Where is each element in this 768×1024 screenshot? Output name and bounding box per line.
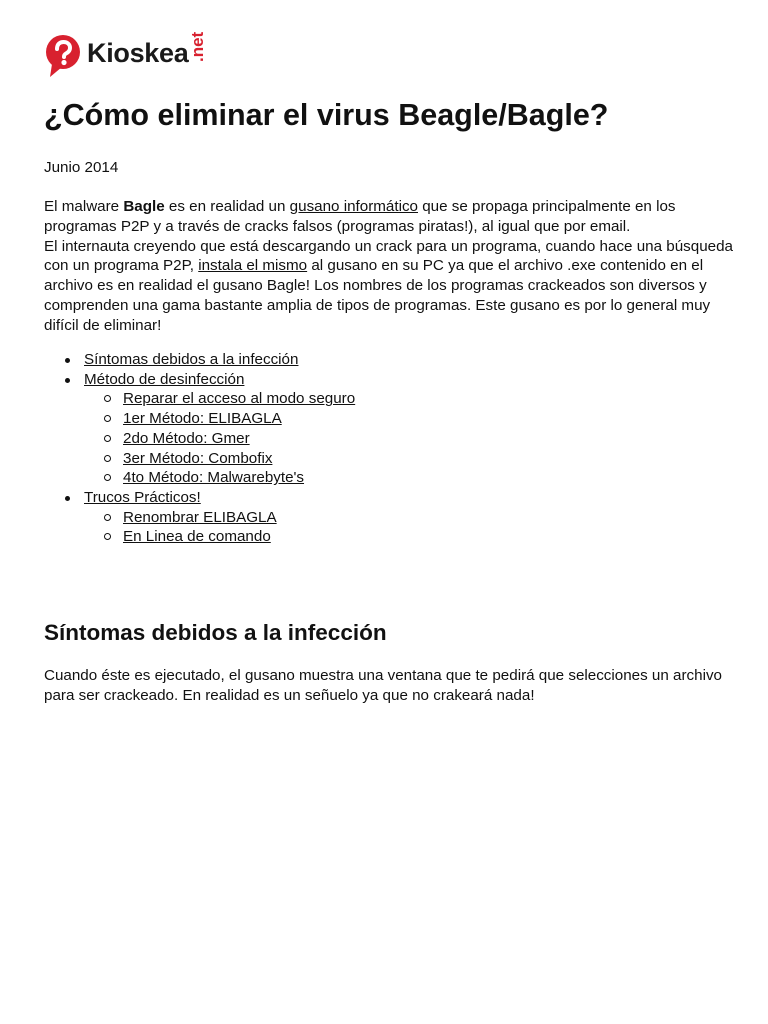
- toc-sublist: [84, 389, 355, 488]
- toc-subitem: [84, 468, 355, 488]
- toc-link-linea-comando[interactable]: En Linea de comando: [123, 528, 271, 546]
- link-instala-el-mismo[interactable]: instala el mismo: [198, 257, 308, 275]
- toc-link-metodo[interactable]: Método de desinfección: [84, 370, 245, 388]
- toc-subitem: [84, 449, 355, 469]
- toc-link-sintomas[interactable]: Síntomas debidos a la infección: [84, 351, 299, 368]
- toc-item: [44, 488, 355, 547]
- intro-text: El internauta creyendo que está descargando un crack para un programa, cuando hace una búsqueda con un programa P2P,: [44, 237, 733, 275]
- toc-link-combofix[interactable]: 3er Método: Combofix: [123, 449, 273, 467]
- toc-subitem: [84, 409, 355, 429]
- intro-paragraph: [44, 197, 734, 336]
- toc-subitem: [84, 389, 355, 409]
- toc-link-gmer[interactable]: 2do Método: Gmer: [123, 429, 250, 447]
- toc-link-malwarebytes[interactable]: 4to Método: Malwarebyte's: [123, 469, 305, 487]
- toc-link-trucos[interactable]: Trucos Prácticos!: [84, 488, 201, 506]
- link-gusano-informatico[interactable]: gusano informático: [289, 198, 418, 215]
- toc-item: [44, 350, 355, 370]
- section-body-sintomas: Cuando éste es ejecutado, el gusano muestra una ventana que te pedirá que selecciones un archivo para ser crackeado. En realidad es un señuelo ya que no crakeará nada!: [44, 667, 722, 704]
- logo-tld: .net: [188, 31, 208, 62]
- kioskea-logo-icon: [44, 34, 84, 78]
- toc-subitem: [84, 527, 355, 547]
- intro-text: El malware: [44, 198, 124, 215]
- toc-subitem: [84, 429, 355, 449]
- page-title: ¿Cómo eliminar el virus Beagle/Bagle?: [44, 98, 609, 132]
- intro-text: al gusano en su PC ya que el archivo .exe contenido en el archivo es en realidad el gusano Bagle! Los nombres de los programas crackeados son diversos y comprenden una gama bastante amplia de tipos de programas. Este gusano es por lo general muy difícil de eliminar!: [44, 257, 711, 334]
- site-logo[interactable]: [44, 31, 208, 79]
- toc-item: [44, 370, 355, 488]
- toc-subitem: [84, 508, 355, 528]
- intro-text: que se propaga principalmente en los programas P2P y a través de cracks falsos (programas piratas!), al igual que por email.: [44, 198, 676, 235]
- section-heading-sintomas: Síntomas debidos a la infección: [44, 620, 387, 645]
- toc-sublist: [84, 508, 355, 547]
- logo-wordmark: Kioskea: [87, 37, 189, 68]
- intro-bold-term: Bagle: [123, 198, 165, 215]
- toc-link-reparar[interactable]: Reparar el acceso al modo seguro: [123, 390, 356, 408]
- intro-text: es en realidad un: [164, 198, 290, 215]
- table-of-contents: [44, 350, 355, 547]
- toc-link-renombrar[interactable]: Renombrar ELIBAGLA: [123, 508, 277, 526]
- toc-link-elibagla[interactable]: 1er Método: ELIBAGLA: [123, 410, 282, 428]
- publish-date: Junio 2014: [44, 159, 119, 176]
